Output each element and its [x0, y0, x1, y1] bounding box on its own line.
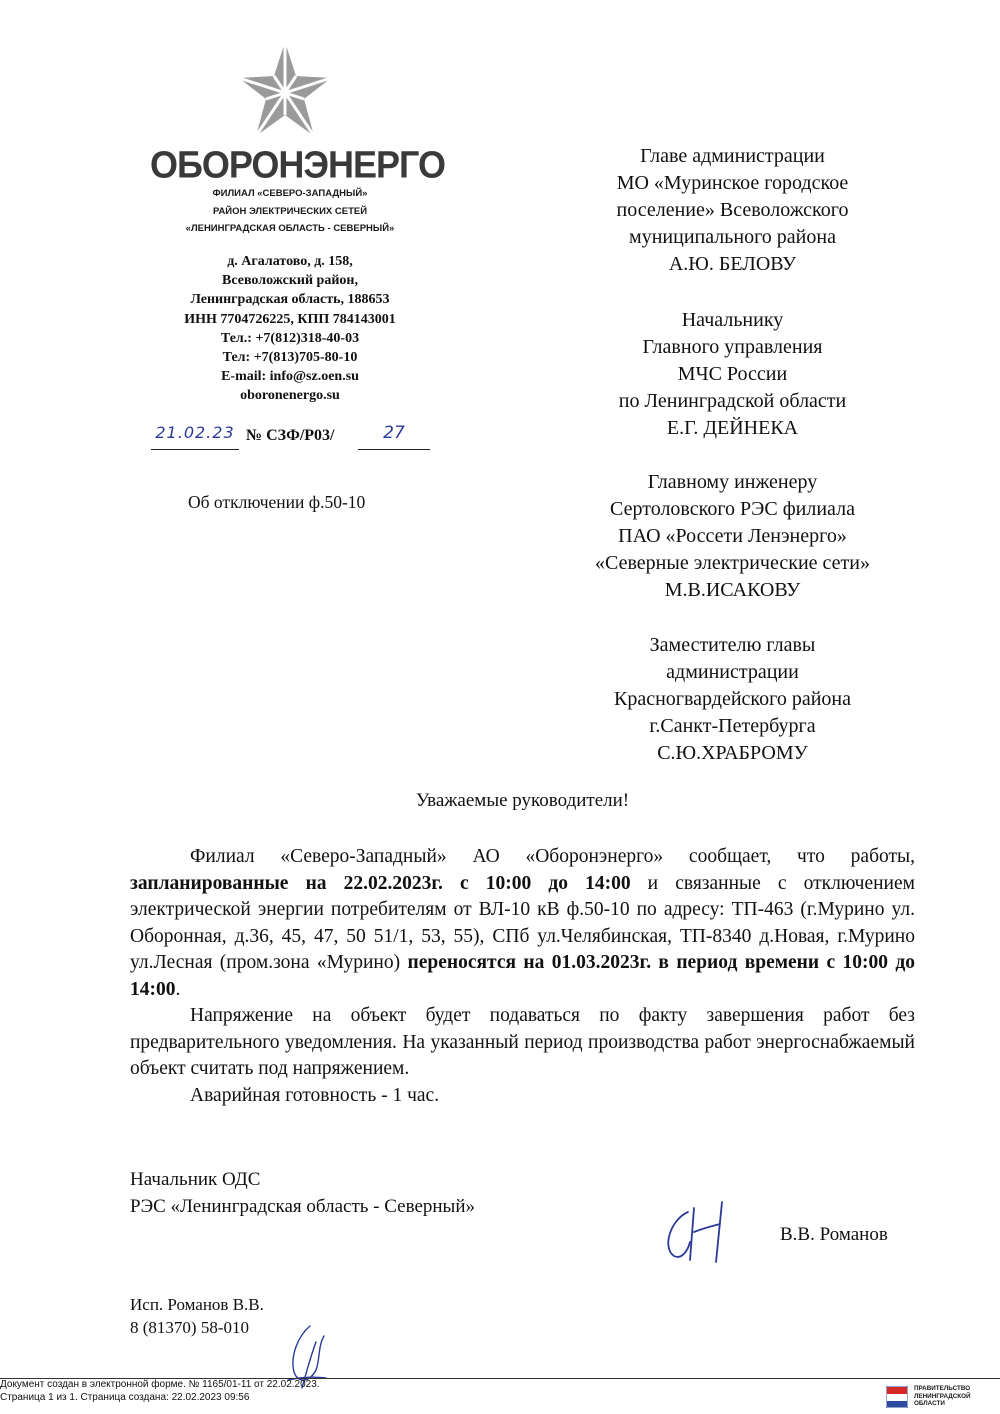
body-paragraph: Аварийная готовность - 1 час. — [190, 1084, 440, 1106]
phone-line: Тел: +7(813)705-80-10 — [222, 350, 358, 366]
contact-block — [120, 252, 460, 406]
registration-prefix: № СЗФ/Р03/ — [246, 427, 335, 444]
addressee-line: Главного управления — [642, 336, 823, 358]
address-line: д. Агалатово, д. 158, — [227, 254, 353, 269]
tax-ids: ИНН 7704726225, КПП 784143001 — [184, 311, 396, 327]
website-line: oboronenergo.su — [240, 388, 340, 404]
addressee-line: МО «Муринское городское — [616, 172, 849, 194]
addressee-name: А.Ю. БЕЛОВУ — [668, 253, 797, 275]
addressee-line: Красногвардейского района — [614, 688, 851, 710]
handwritten-signature — [660, 1190, 740, 1270]
address-line: Ленинградская область, 188653 — [190, 292, 390, 308]
addressee-line: администрации — [666, 661, 799, 683]
body-text: . — [175, 978, 181, 1000]
addressee-line: Главному инженеру — [647, 471, 818, 493]
addressee-block — [540, 307, 925, 442]
footer-line: Документ создан в электронной форме. № 1165/01-11 от 22.02.2023. — [0, 1379, 320, 1390]
footer-line: Страница 1 из 1. Страница создана: 22.02.2023 09:56 — [0, 1392, 250, 1403]
address-line: Всеволожский район, — [222, 273, 358, 289]
executor-block — [130, 1293, 264, 1339]
position-line: РЭС «Ленинградская область - Северный» — [130, 1196, 475, 1217]
gov-line: ПРАВИТЕЛЬСТВО — [914, 1385, 971, 1392]
registration-line — [148, 423, 448, 453]
leningrad-region-flag-icon — [886, 1386, 908, 1408]
gov-line: ОБЛАСТИ — [914, 1400, 945, 1407]
letter-body — [130, 844, 915, 1109]
addressee-line: «Северные электрические сети» — [595, 552, 870, 574]
brand-name: ОБОРОНЭНЕРГО — [150, 142, 445, 186]
addressee-line: Главе администрации — [640, 145, 825, 167]
handwritten-date: 21.02.23 — [151, 423, 239, 450]
salutation: Уважаемые руководители! — [415, 790, 630, 811]
addressee-line: МЧС России — [677, 363, 788, 385]
addressee-line: Начальнику — [681, 309, 784, 331]
addressee-block — [540, 632, 925, 767]
body-text: и связанные с отключением электрической энергии потребителям от ВЛ-10 кВ ф.50-10 по адресу: ТП-463 (г.Мурино ул. Оборонная, д.36, 45, 47, 50 51/1, 53, 55), СПб ул.Челябинская, ТП-8340 д.Новая, г.Мурино ул.Лесная (пром.зона «Мурино) — [130, 872, 915, 973]
branch-name: ФИЛИАЛ «СЕВЕРО-ЗАПАДНЫЙ» — [212, 188, 368, 199]
government-logo-text — [914, 1385, 994, 1408]
district-network: РАЙОН ЭЛЕКТРИЧЕСКИХ СЕТЕЙ — [212, 206, 368, 217]
signatory-position — [130, 1166, 475, 1220]
addressee-block — [540, 143, 925, 278]
body-paragraph — [130, 844, 915, 1003]
addressee-line: ПАО «Россети Ленэнерго» — [618, 525, 847, 547]
addressee-block — [540, 469, 925, 604]
footer-stamp-text — [0, 1378, 320, 1404]
region-name: «ЛЕНИНГРАДСКАЯ ОБЛАСТЬ - СЕВЕРНЫЙ» — [185, 223, 395, 234]
phone-line: Тел.: +7(812)318-40-03 — [220, 330, 360, 346]
handwritten-number: 27 — [358, 423, 430, 450]
planned-date-bold: запланированные на 22.02.2023г. с 10:00 до 14:00 — [130, 872, 631, 894]
executor-phone: 8 (81370) 58-010 — [130, 1318, 249, 1337]
addressee-line: Заместителю главы — [649, 634, 816, 656]
executor-name: Исп. Романов В.В. — [130, 1295, 264, 1314]
body-paragraph: Напряжение на объект будет подаваться по факту завершения работ без предварительного уведомления. На указанный период производства работ энергоснабжаемый объект считать под напряжением. — [130, 1005, 915, 1079]
position-line: Начальник ОДС — [130, 1169, 261, 1190]
addressee-line: поселение» Всеволожского — [616, 199, 849, 221]
new-date-bold: переносятся на 01.03.2023г. в период времени с 10:00 до 14:00 — [130, 952, 916, 1000]
addressee-line: Сертоловского РЭС филиала — [610, 498, 855, 520]
addressee-name: М.В.ИСАКОВУ — [664, 579, 801, 601]
letter-subject: Об отключении ф.50-10 — [188, 492, 366, 512]
addressee-name: С.Ю.ХРАБРОМУ — [657, 742, 808, 764]
oboronenergo-star-logo-icon — [238, 40, 332, 140]
signer-name: В.В. Романов — [780, 1224, 888, 1245]
addressee-line: по Ленинградской области — [618, 390, 847, 412]
addressee-name: Е.Г. ДЕЙНЕКА — [666, 417, 799, 439]
addressee-line: муниципального района — [629, 226, 836, 248]
body-text: Филиал «Северо-Западный» АО «Оборонэнерго» сообщает, что работы, — [190, 846, 915, 867]
email-line: E-mail: info@sz.oen.su — [221, 369, 359, 385]
gov-line: ЛЕНИНГРАДСКОЙ — [914, 1392, 971, 1400]
addressee-line: г.Санкт-Петербурга — [649, 715, 816, 737]
